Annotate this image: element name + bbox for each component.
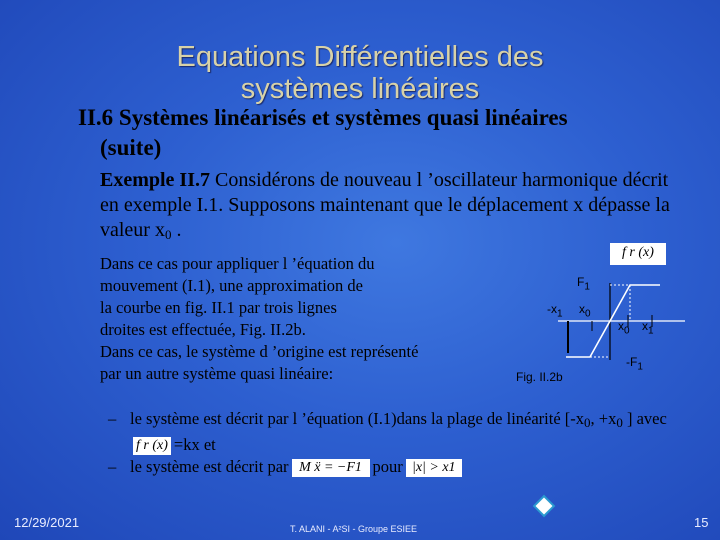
label-neg-f1: $-F_1$ (626, 355, 643, 373)
footer-date: 12/29/2021 (14, 515, 80, 530)
footer-page-number: 15 (694, 515, 709, 530)
bullet-1-text-2: , +x (590, 409, 617, 428)
equation-fr-inline: f r (x) (133, 437, 171, 455)
bullet-2-text-2: pour (372, 457, 403, 476)
bullet-list (100, 408, 690, 478)
label-neg-x1: $-x_1$ (547, 302, 563, 320)
bullet-1-text-4: =kx et (173, 435, 216, 454)
section-heading-line-1: II.6 Systèmes linéarisés et systèmes quasi linéaires (78, 105, 568, 130)
label-x1: $x_1$ (642, 319, 654, 337)
body-line-1: Dans ce cas pour appliquer l ’équation du (100, 254, 375, 273)
label-x0: $x_0$ (618, 319, 630, 337)
equation-condition: |x| > x1 (406, 459, 462, 477)
bullet-2-text: le système est décrit par (130, 457, 289, 476)
example-label: Exemple II.7 (100, 169, 210, 191)
body-line-4: droites est effectuée, Fig. II.2b. (100, 320, 306, 339)
bullet-1-text-3: ] avec (622, 409, 667, 428)
body-line-6: par un autre système quasi linéaire: (100, 364, 334, 383)
example-text-end: . (171, 219, 182, 241)
figure-caption: Fig. II.2b (516, 370, 563, 384)
example-x0-subscript: 0 (164, 227, 172, 242)
title-line-2: systèmes linéaires (240, 73, 480, 105)
bullet-dash: – (108, 409, 117, 428)
example-text: Considérons de nouveau l ’oscillateur harmonique décrit en exemple I.1. Supposons maintenant que le déplacement x dépasse la valeur x (100, 169, 670, 241)
title-line-1: Equations Différentielles des (176, 41, 544, 73)
equation-fr-label: f r (x) (610, 243, 666, 265)
section-heading-line-2: (suite) (100, 135, 162, 160)
body-line-3: la courbe en fig. II.1 par trois lignes (100, 298, 337, 317)
bullet-item-1 (100, 408, 690, 456)
label-f1: $F_1$ (577, 275, 590, 293)
section-heading (78, 103, 698, 163)
example-paragraph (100, 168, 680, 247)
bullet-dash: – (108, 457, 117, 476)
diamond-bullet-icon (536, 498, 553, 515)
bullet-1-text: le système est décrit par l ’équation (I.1)dans la plage de linéarité [-x (130, 409, 585, 428)
bullet-1-sub-1: 0 (584, 415, 591, 430)
slide-title (60, 38, 660, 108)
label-x0-left: $x_0$ (579, 302, 591, 320)
body-line-5: Dans ce cas, le système d ’origine est représenté (100, 342, 419, 361)
body-line-2: mouvement (I.1), une approximation de (100, 276, 364, 295)
body-paragraph (100, 253, 500, 385)
bullet-item-2 (100, 456, 690, 478)
equation-motion: M ẍ = −F1 (292, 459, 370, 477)
bullet-1-sub-2: 0 (616, 415, 623, 430)
footer-author: T. ALANI - A²SI - Groupe ESIEE (290, 524, 418, 534)
piecewise-diagram (500, 245, 700, 395)
